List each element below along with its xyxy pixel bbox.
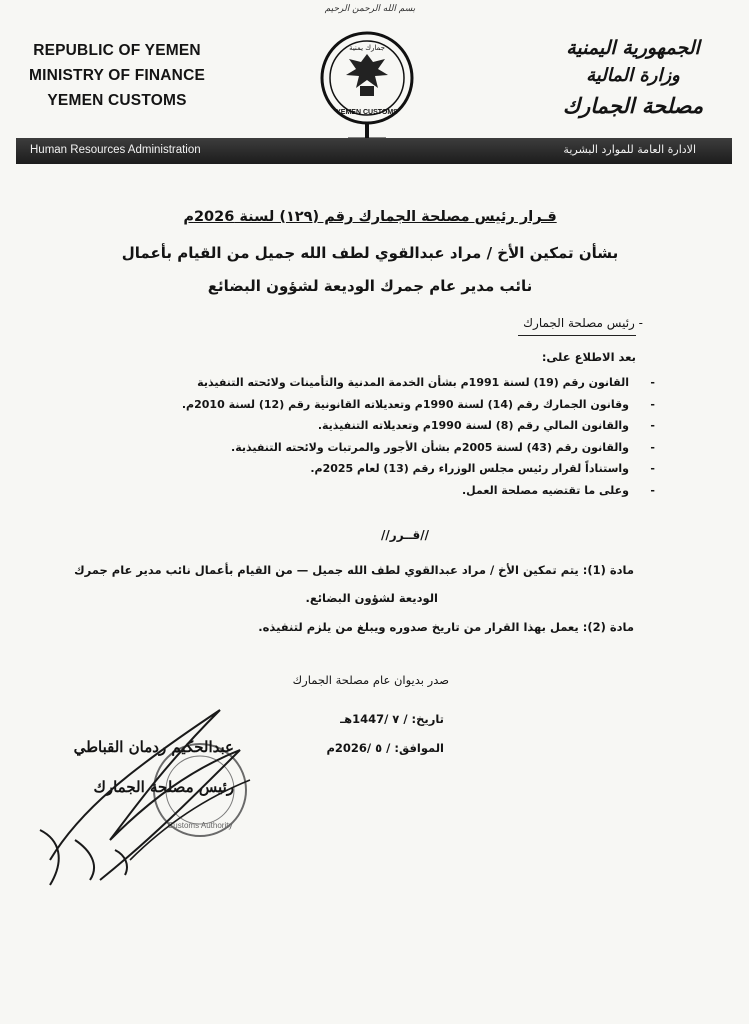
arabic-customs-label: مصلحة الجمارك [562, 93, 704, 118]
legal-references [182, 376, 629, 505]
arabic-ministry-label: وزارة المالية [586, 65, 680, 86]
basmala: بسم الله الرحمن الرحيم [324, 4, 416, 14]
article-2: مادة (2): يعمل بهذا القرار من تاريخ صدوره ويبلغ من يلزم لتنفيذه. [258, 620, 634, 634]
reference-item: - وقانون الجمارك رقم (14) لسنة 1990م وتعديلاته القانونية رقم (12) لسنة 2010م. [182, 398, 629, 420]
reference-item: - القانون رقم (19) لسنة 1991م بشأن الخدمة المدنية والتأمينات ولائحته التنفيذية [182, 376, 629, 398]
republic-label: REPUBLIC OF YEMEN [33, 42, 201, 59]
department-en: Human Resources Administration [30, 144, 201, 156]
decree-title: قـرار رئيس مصلحة الجمارك رقم (١٢٩) لسنة 2026م [183, 209, 557, 225]
issued-at: صدر بديوان عام مصلحة الجمارك [292, 673, 449, 687]
english-letterhead [12, 38, 222, 113]
department-band [16, 138, 732, 164]
signer-name: عبدالحكيم ردمان القباطي [73, 738, 234, 756]
article-1: مادة (1): يتم تمكين الأخ / مراد عبدالقوي لطف الله جميل — من القيام بأعمال نائب مدير عام جمرك [74, 563, 634, 577]
yemen-customs-seal-icon [308, 26, 426, 144]
arabic-republic-label: الجمهورية اليمنية [566, 37, 700, 59]
gregorian-date: الموافق: / ٥ /2026م [326, 741, 444, 755]
reference-item: - والقانون المالي رقم (8) لسنة 1990م وتعديلاته التنفيذية. [182, 419, 629, 441]
arabic-letterhead [533, 34, 733, 122]
department-ar: الادارة العامة للموارد البشرية [563, 143, 696, 156]
seal-top-text: جمارك يمنية [349, 44, 385, 52]
issuer-underline [518, 335, 636, 336]
signer-title: رئيس مصلحة الجمارك [93, 778, 234, 796]
seal-bottom-text: YEMEN CUSTOMS [336, 109, 398, 116]
article-1-continued: الوديعة لشؤون البضائع. [305, 591, 438, 605]
customs-label: YEMEN CUSTOMS [47, 92, 187, 109]
issuer-line: - رئيس مصلحة الجمارك [523, 316, 643, 330]
ministry-label: MINISTRY OF FINANCE [28, 67, 206, 84]
decides-heading: //قــرر// [381, 528, 429, 542]
reference-item: - واستناداً لقرار رئيس مجلس الوزراء رقم (13) لعام 2025م. [182, 462, 629, 484]
decree-subject-line2: نائب مدير عام جمرك الوديعة لشؤون البضائع [207, 277, 533, 295]
decree-subject-line1: بشأن تمكين الأخ / مراد عبدالقوي لطف الله جميل من القيام بأعمال [121, 244, 619, 262]
reference-item: - وعلى ما تقتضيه مصلحة العمل. [182, 484, 629, 506]
hijri-date: تاريخ: / ٧ /1447هـ [340, 712, 444, 726]
reference-item: - والقانون رقم (43) لسنة 2005م بشأن الأجور والمرتبات ولائحته التنفيذية. [182, 441, 629, 463]
stamp-text: Customs Authority [167, 821, 233, 830]
preamble-intro: بعد الاطلاع على: [541, 350, 636, 364]
